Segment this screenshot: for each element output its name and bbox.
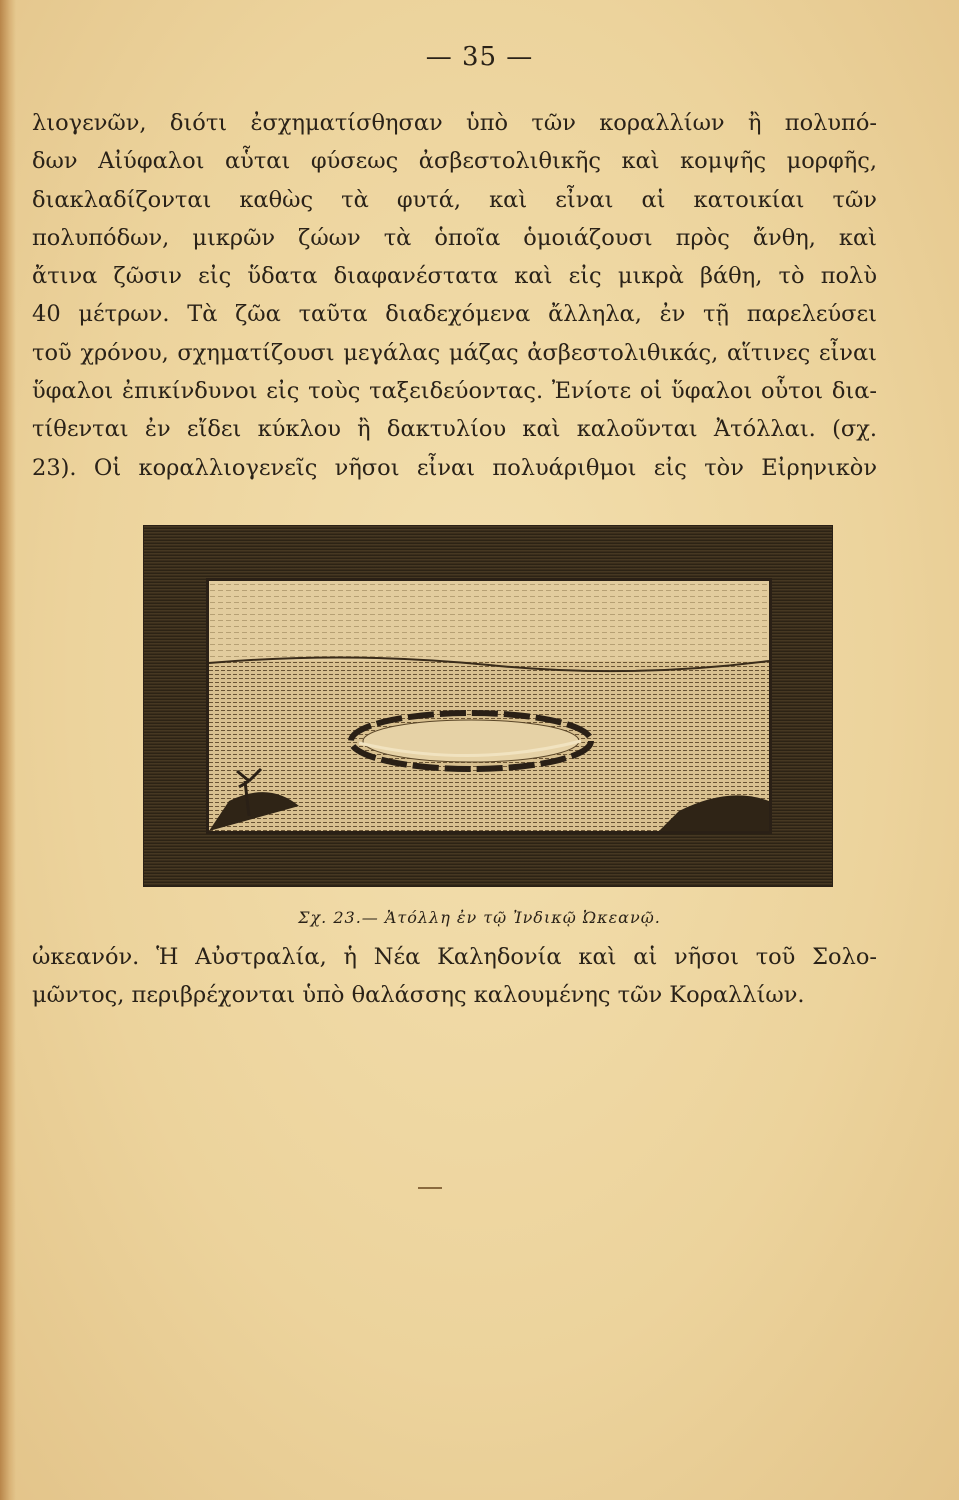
text-line: ὕφαλοι ἐπικίνδυνοι εἰς τοὺς ταξειδεύοντας. Ἐνίοτε οἱ ὕφαλοι οὗτοι δια- bbox=[32, 378, 877, 405]
page-number: — 35 — bbox=[425, 42, 534, 72]
text-line: ὠκεανόν. Ἡ Αὐστραλία, ἡ Νέα Καληδονία καὶ αἱ νῆσοι τοῦ Σολο- bbox=[32, 944, 877, 970]
text-line: διακλαδίζονται καθὼς τὰ φυτά, καὶ εἶναι αἱ κατοικίαι τῶν bbox=[32, 186, 877, 213]
page-edge bbox=[0, 0, 16, 1500]
atoll-engraving-icon bbox=[206, 578, 772, 834]
text-line: λιογενῶν, διότι ἐσχηματίσθησαν ὑπὸ τῶν κοραλλίων ἢ πολυπό- bbox=[32, 110, 877, 136]
text-line: τίθενται ἐν εἴδει κύκλου ἢ δακτυλίου καὶ καλοῦνται Ἀτόλλαι. (σχ. bbox=[32, 416, 877, 443]
text-line: πολυπόδων, μικρῶν ζώων τὰ ὁποῖα ὁμοιάζουσι πρὸς ἄνθη, καὶ bbox=[32, 224, 877, 251]
text-line: 23). Οἱ κοραλλιογενεῖς νῆσοι εἶναι πολυάριθμοι εἰς τὸν Εἰρηνικὸν bbox=[32, 454, 877, 481]
paragraph-1 bbox=[32, 104, 877, 487]
text-line: ἄτινα ζῶσιν εἰς ὕδατα διαφανέστατα καὶ εἰς μικρὰ βάθη, τὸ πολὺ bbox=[32, 263, 877, 290]
paragraph-2 bbox=[32, 938, 877, 1015]
text-line: 40 μέτρων. Τὰ ζῶα ταῦτα διαδεχόμενα ἄλληλα, ἐν τῇ παρελεύσει bbox=[32, 301, 877, 328]
atoll-figure bbox=[143, 525, 833, 887]
text-line: τοῦ χρόνου, σχηματίζουσι μεγάλας μάζας ἀσβεστολιθικάς, αἵτινες εἶναι bbox=[32, 339, 877, 366]
text-line: δων Αἰύφαλοι αὗται φύσεως ἀσβεστολιθικῆς καὶ κομψῆς μορφῆς, bbox=[32, 148, 877, 175]
figure-caption: Σχ. 23.— Ἀτόλλη ἐν τῷ Ἰνδικῷ Ὠκεανῷ. bbox=[298, 908, 661, 927]
text-line: μῶντος, περιβρέχονται ὑπὸ θαλάσσης καλουμένης τῶν Κοραλλίων. bbox=[32, 982, 805, 1009]
ink-mark bbox=[418, 1187, 442, 1189]
